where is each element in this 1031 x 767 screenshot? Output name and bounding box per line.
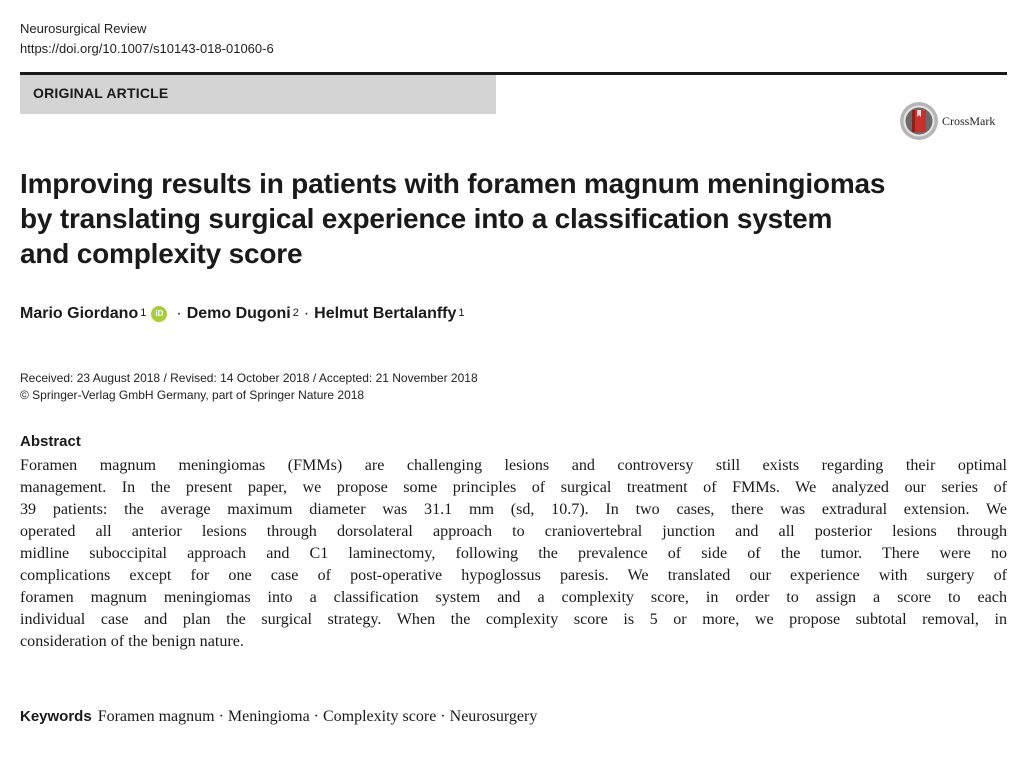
publication-dates: [20, 370, 478, 404]
abstract-line: consideration of the benign nature.: [20, 633, 244, 650]
crossmark-icon: [899, 101, 939, 141]
article-title: [20, 166, 920, 271]
abstract-line: midline suboccipital approach and C1 laminectomy, following the prevalence of side of the tumor. There were no: [20, 545, 1007, 562]
abstract-text: [20, 455, 1007, 653]
abstract-line: foramen magnum meningiomas into a classification system and a complexity score, in order to assign a score to each: [20, 589, 1007, 606]
author-name[interactable]: Demo Dugoni: [186, 305, 291, 322]
author-list: [20, 305, 465, 323]
author-separator: ·: [176, 305, 182, 322]
author-affiliation: 1: [458, 307, 465, 319]
author-affiliation: 2: [292, 307, 299, 319]
title-line: and complexity score: [20, 238, 303, 269]
journal-header: [20, 19, 274, 59]
orcid-icon[interactable]: iD: [151, 306, 167, 322]
keywords-values: Foramen magnum · Meningioma · Complexity score · Neurosurgery: [97, 708, 538, 725]
author-affiliation: 1: [140, 307, 147, 319]
title-line: by translating surgical experience into a classification system: [20, 203, 833, 234]
abstract-line: individual case and plan the surgical strategy. When the complexity score is 5 or more, we propose subtotal removal, in: [20, 611, 1007, 628]
received-dates: Received: 23 August 2018 / Revised: 14 October 2018 / Accepted: 21 November 2018: [20, 371, 478, 385]
copyright-line: © Springer-Verlag GmbH Germany, part of Springer Nature 2018: [20, 388, 365, 402]
title-line: Improving results in patients with foramen magnum meningiomas: [20, 168, 886, 199]
journal-name: Neurosurgical Review: [20, 21, 147, 36]
author-name[interactable]: Mario Giordano: [20, 305, 139, 322]
article-type-band: ORIGINAL ARTICLE: [20, 75, 496, 114]
crossmark-badge[interactable]: [899, 101, 995, 141]
keywords-section: [20, 708, 537, 726]
abstract-line: Foramen magnum meningiomas (FMMs) are challenging lesions and controversy still exists regarding their optimal: [20, 457, 1007, 474]
abstract-line: operated all anterior lesions through dorsolateral approach to craniovertebral junction and all posterior lesions through: [20, 523, 1007, 540]
doi-link[interactable]: https://doi.org/10.1007/s10143-018-01060-6: [20, 41, 274, 56]
abstract-heading: Abstract: [20, 433, 81, 450]
author-separator: ·: [303, 305, 310, 322]
author-name[interactable]: Helmut Bertalanffy: [314, 305, 457, 322]
abstract-line: 39 patients: the average maximum diameter was 31.1 mm (sd, 10.7). In two cases, there was extradural extension. We: [20, 501, 1007, 518]
abstract-line: management. In the present paper, we propose some principles of surgical treatment of FMMs. We analyzed our series of: [20, 479, 1007, 496]
crossmark-label: CrossMark: [942, 113, 996, 128]
abstract-line: complications except for one case of post-operative hypoglossus paresis. We translated our experience with surgery of: [20, 567, 1007, 584]
keywords-label: Keywords: [20, 708, 92, 725]
